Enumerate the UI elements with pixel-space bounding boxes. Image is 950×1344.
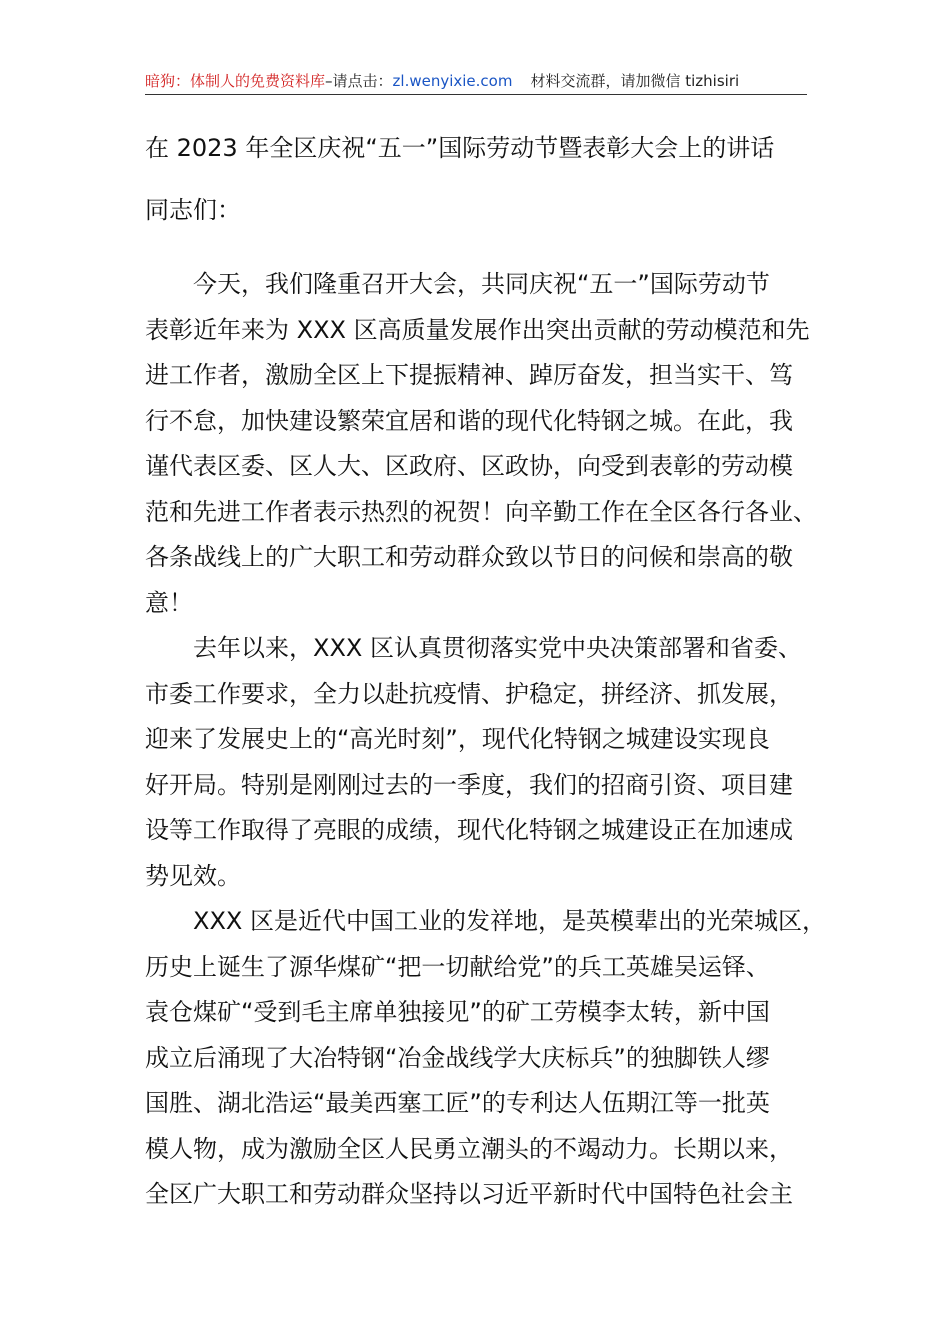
paragraph: [145, 899, 826, 1218]
text-line: 全区广大职工和劳动群众坚持以习近平新时代中国特色社会主: [145, 1180, 793, 1208]
text-line: 表彰近年来为 XXX 区高质量发展作出突出贡献的劳动模范和先: [145, 315, 810, 344]
text-line: 势见效。: [145, 861, 241, 890]
paragraph: [145, 626, 810, 899]
page-header: [145, 68, 807, 95]
text-line: 袁仓煤矿“受到毛主席单独接见”的矿工劳模李太转，新中国: [145, 998, 770, 1026]
header-prompt: –请点击：: [325, 72, 393, 90]
text-line: 行不怠，加快建设繁荣宜居和谐的现代化特钢之城。在此，我: [145, 406, 793, 435]
text-line: 国胜、湖北浩运“最美西塞工匠”的专利达人伍期江等一批英: [145, 1089, 770, 1117]
text-line: 迎来了发展史上的“高光时刻”，现代化特钢之城建设实现良: [145, 725, 770, 753]
text-line: 谨代表区委、区人大、区政府、区政协，向受到表彰的劳动模: [145, 452, 793, 480]
text-line: 各条战线上的广大职工和劳动群众致以节日的问候和崇高的敬: [145, 543, 793, 571]
text-line: 成立后涌现了大冶特钢“冶金战线学大庆标兵”的独脚铁人缪: [145, 1043, 770, 1072]
text-line: 模人物，成为激励全区人民勇立潮头的不竭动力。长期以来，: [145, 1134, 793, 1163]
salutation: 同志们：: [145, 196, 241, 224]
text-line: 意！: [145, 588, 193, 617]
text-line: 市委工作要求，全力以赴抗疫情、护稳定，拼经济、抓发展，: [145, 679, 793, 708]
header-contact: 材料交流群，请加微信 tizhisiri: [530, 72, 740, 90]
text-line: 好开局。特别是刚刚过去的一季度，我们的招商引资、项目建: [145, 770, 793, 799]
document-title: 在 2023 年全区庆祝“五一”国际劳动节暨表彰大会上的讲话: [145, 134, 775, 162]
text-line: XXX 区是近代中国工业的发祥地，是英模辈出的光荣城区，: [193, 907, 826, 935]
text-line: 去年以来，XXX 区认真贯彻落实党中央决策部署和省委、: [193, 634, 802, 662]
paragraph: [145, 262, 817, 626]
header-brand: 暗狗：体制人的免费资料库: [145, 72, 326, 90]
document-body: [145, 262, 826, 1218]
header-link[interactable]: zl.wenyixie.com: [392, 72, 513, 90]
text-line: 历史上诞生了源华煤矿“把一切献给党”的兵工英雄吴运铎、: [145, 952, 770, 981]
text-line: 进工作者，激励全区上下提振精神、踔厉奋发，担当实干、笃: [145, 361, 793, 389]
text-line: 今天，我们隆重召开大会，共同庆祝“五一”国际劳动节: [193, 270, 770, 298]
text-line: 范和先进工作者表示热烈的祝贺！向辛勤工作在全区各行各业、: [145, 497, 817, 526]
text-line: 设等工作取得了亮眼的成绩，现代化特钢之城建设正在加速成: [145, 816, 793, 844]
